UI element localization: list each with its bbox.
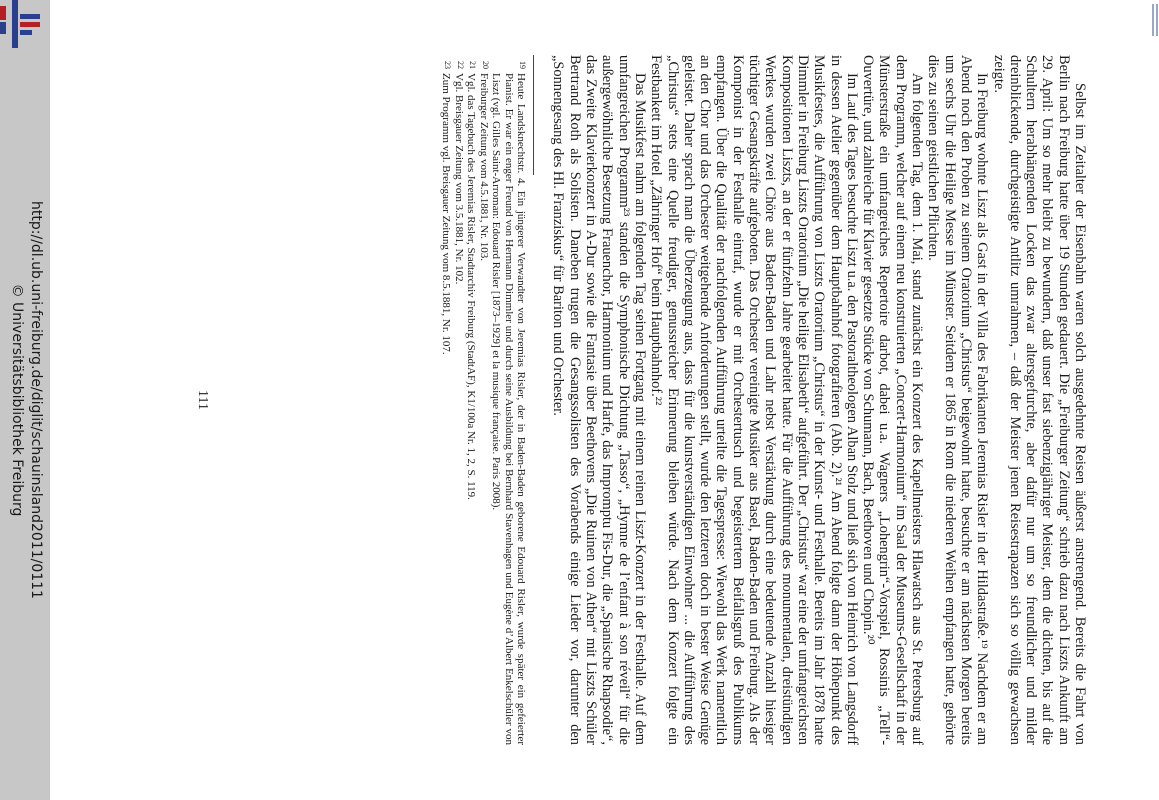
paragraph: In Freiburg wohnte Liszt als Gast in der Villa des Fabrikanten Jeremias Risler in der Hildastraße.¹⁹ Nachdem er am Abend noch den Proben zu seinem Oratorium „Christus“ beigewohnt hatte, besuchte er am nächsten Morgen bereits um sechs Uhr die Heilige Messe im Münster. Seitdem er 1865 in Rom die niederen Weihen empfangen hatte, gehörte dies zu seinen geistlichen Pflichten. (925, 55, 991, 745)
body-text (550, 55, 1088, 745)
footnote (440, 55, 453, 745)
footnote-separator (533, 55, 534, 175)
footnotes (440, 55, 528, 745)
corner-mark-icon (1150, 0, 1159, 40)
footnote-text: Freiburger Zeitung vom 4.5.1881, Nr. 103. (477, 73, 490, 261)
footnote-text: Heute Landsknechtstr. 4. Ein jüngerer Verwandter von Jeremias Risler, der in Baden-Baden geborene Edouard Risler, wurde später ein gefeierter Pianist. Er war ein enger Freund von Hermann Dimmler und durch seine Ausbildung bei Bernhard Stavenhagen und Eugène d’Albert Enkelschüler von Liszt (vgl. Gilles Saint-Arroman: Edouard Risler [1873–1929] et la musique française. Paris 2008). (490, 73, 528, 745)
footnote-number: 23 (443, 61, 453, 69)
footnote-number: 19 (518, 61, 528, 69)
footnote (465, 55, 478, 745)
footnote (477, 55, 490, 745)
copyright-label: © Universitätsbibliothek Freiburg (9, 283, 25, 517)
footnote-number: 20 (480, 61, 490, 69)
source-url-link[interactable]: http://dl.ub.uni-freiburg.de/diglit/schauinsland2011/0111 (28, 201, 44, 599)
footnote-number: 21 (468, 61, 478, 69)
footnote-text: Vgl. das Tagebuch des Jeremias Risler, Stadtarchiv Freiburg (StadtAF), K1/100a Nr. 1, 2, S. 119. (465, 73, 478, 500)
paragraph: Selbst im Zeitalter der Eisenbahn waren solch ausgedehnte Reisen äußerst anstrengend. Bereits die Fahrt von Berlin nach Freiburg hatte über 19 Stunden gedauert. Die „Freiburger Zeitung“ schrieb dazu nach Liszts Ankunft am 29. April: Um so mehr bleibt zu bewundern, daß unser fast siebenzigjähriger Meister, dem die dichten, bis auf die Schultern herabhängenden Locken das zwar altersgefurchte, aber dafür nur um so freundlicher und milder dreinblickende, durchgeistigte Antlitz umrahmen, – daß der Meister jenen Reisestrapazen sich so völlig gewachsen zeigte. (990, 55, 1088, 745)
page-number: 111 (195, 390, 210, 410)
footnote (490, 55, 528, 745)
footnote-text: Vgl. Breisgauer Zeitung vom 3.5.1881, Nr. 102. (452, 73, 465, 285)
library-logo-icon (0, 0, 42, 48)
book-page (128, 55, 1088, 745)
footnote-text: Zum Programm vgl. Breisgauer Zeitung vom 8.5.1881, Nr. 107. (440, 73, 453, 355)
paragraph: Das Musikfest nahm am folgenden Tag seinen Fortgang mit einem reinen Liszt-Konzert in der Festhalle. Auf dem umfangreichen Programm²³ standen die Symphonische Dichtung „Tasso“, „Hymne de l’enfant à son réveil“ für die außergewöhnliche Besetzung Frauenchor, Harmonium und Harfe, das Impromptu Fis-Dur, die „Spanische Rhapsodie“, das Zweite Klavierkonzert in A-Dur sowie die Fantasie über Beethovens „Die Ruinen von Athen“ mit Liszts Schüler Bertrand Roth als Solisten. Daneben trugen die Gesangssolisten des Vorabends einige Lieder vor, darunter den „Sonnengesang des Hl. Franziskus“ für Bariton und Orchester. (550, 55, 648, 745)
footnote-number: 22 (455, 61, 465, 69)
footnote (452, 55, 465, 745)
paragraph: Im Lauf des Tages besuchte Liszt u.a. den Pastoraltheologen Alban Stolz und ließ sich von Heinrich von Langsdorff in dessen Atelier gegenüber dem Hauptbahnhof fotografieren (Abb. 2).²¹ Am Abend folgte dann der Höhepunkt des Musikfestes, die Aufführung von Liszts Oratorium „Christus“ in der Kunst- und Festhalle. Bereits im Jahr 1878 hatte Dimmler in Freiburg Liszts Oratorium „Die heilige Elisabeth“ aufgeführt. Der „Christus“ war eine der umfangreichsten Kompositionen Liszts, an der er fünfzehn Jahre gearbeitet hatte. Für die Aufführung des monumentalen, dreistündigen Werkes wurden zwei Chöre aus Baden-Baden und Lahr nebst Verstärkung durch eine bedeutende Anzahl hiesiger tüchtiger Gesangskräfte aufgeboten. Das Orchester vereinigte Musiker aus Basel, Baden-Baden und Freiburg. Als der Komponist in der Festhalle eintraf, wurde er mit Orchestertusch und begeistertem Beifallsgruß des Publikums empfangen. Über die Qualität der nachfolgenden Aufführung urteilte die Tagespresse: Wiewohl das Werk namentlich an den Chor und das Orchester weitgehende Anforderungen stellt, wurde den letzteren doch in bester Weise Genüge geleistet. Daher sprach man die Überzeugung aus, dass für die kunstverständigen Einwohner ... die Aufführung des „Christus“ stets eine Quelle freudiger, genussreicher Erinnerung bleiben würde. Nach dem Konzert folgte ein Festbankett im Hotel „Zähringer Hof“ beim Hauptbahnhof.²² (648, 55, 860, 745)
paragraph: Am folgenden Tag, dem 1. Mai, stand zunächst ein Konzert des Kapellmeisters Hlawatsch aus St. Petersburg auf dem Programm, welcher auf einem neu konstruierten „Concert-Harmonium“ im Saal der Museums-Gesellschaft in der Münsterstraße ein umfangreiches Repertoire darbot, dabei u.a. Wagners „Lohengrin“-Vorspiel, Rossinis „Tell“-Ouvertüre, und zahlreiche für Klavier gesetzte Stücke von Schumann, Bach, Beethoven und Chopin.²⁰ (860, 55, 926, 745)
